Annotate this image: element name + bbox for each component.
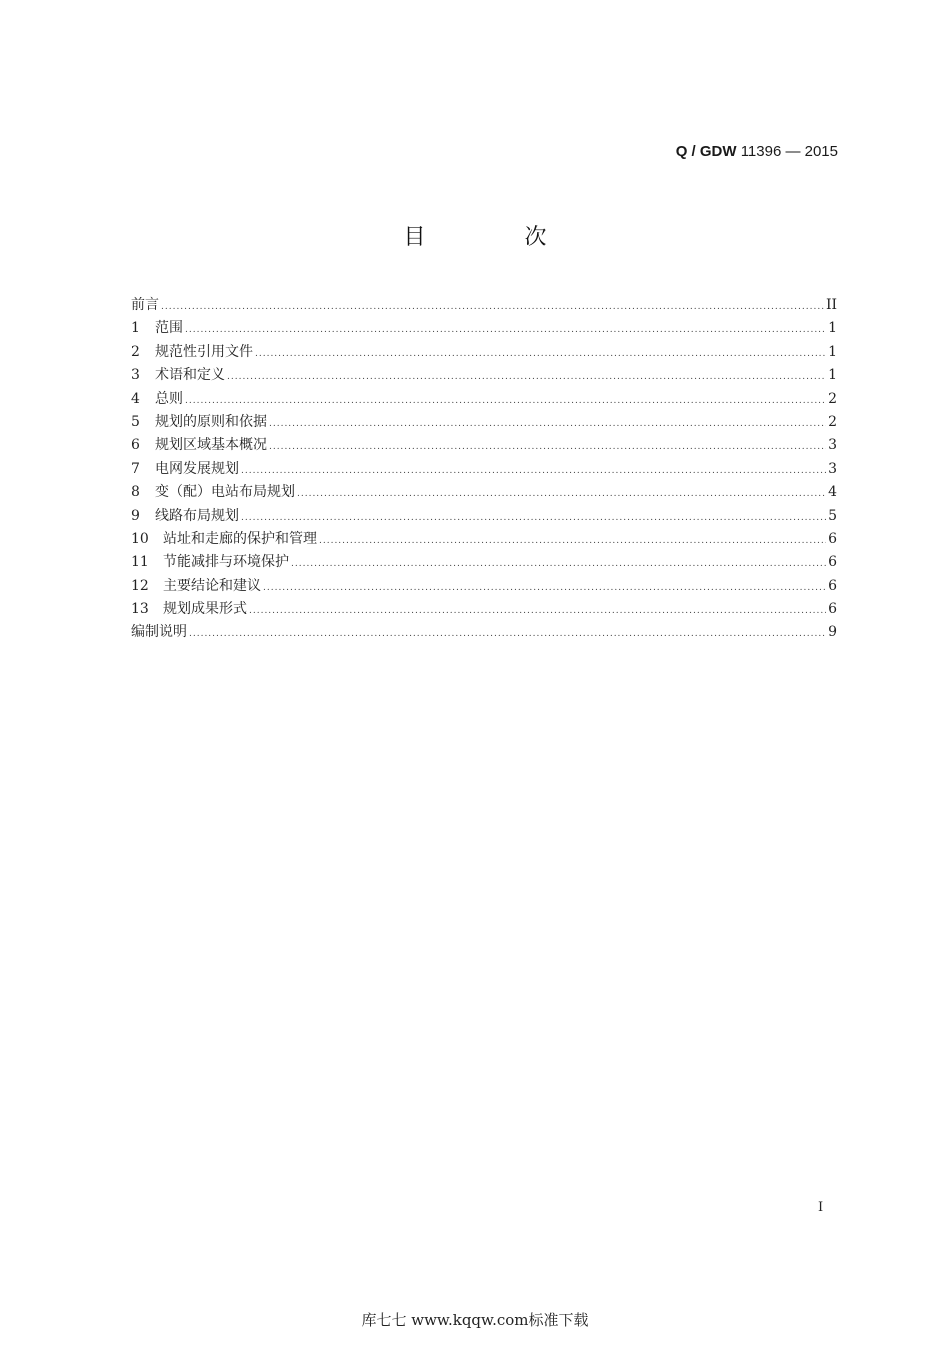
toc-entry-page: 1: [828, 367, 837, 384]
toc-entry-number: 10: [131, 530, 149, 547]
toc-entry-page: 6: [828, 577, 837, 594]
toc-entry[interactable]: [131, 621, 837, 644]
toc-leader-dots: [185, 390, 826, 413]
toc-entry-number: 13: [131, 601, 149, 618]
toc-leader-dots: [269, 436, 826, 459]
toc-entry-page: 9: [828, 624, 837, 641]
toc-entry-label: 编制说明: [131, 624, 187, 641]
toc-entry-page: 3: [828, 437, 837, 454]
toc-entry-page: 1: [828, 320, 837, 337]
toc-entry-label: 线路布局规划: [155, 507, 239, 524]
toc-entry-label: 总则: [155, 390, 183, 407]
toc-entry[interactable]: [131, 458, 837, 481]
toc-leader-dots: [249, 600, 826, 623]
toc-entry[interactable]: [131, 434, 837, 457]
page-number: I: [818, 1200, 824, 1215]
toc-entry[interactable]: [131, 481, 837, 504]
toc-entry-number: 1: [131, 320, 140, 337]
toc-leader-dots: [319, 530, 826, 553]
toc-entry-page: 2: [828, 390, 837, 407]
document-code-number: 11396 — 2015: [740, 143, 838, 160]
toc-entry-number: 5: [131, 413, 140, 430]
toc-entry-label: 规范性引用文件: [155, 343, 253, 360]
toc-entry-page: 1: [828, 343, 837, 360]
toc-leader-dots: [161, 296, 824, 319]
toc-entry-number: 2: [131, 343, 140, 360]
toc-leader-dots: [227, 366, 826, 389]
toc-entry-page: 6: [828, 530, 837, 547]
toc-entry-label: 规划的原则和依据: [155, 413, 267, 430]
toc-entry[interactable]: [131, 388, 837, 411]
toc-entry-label: 站址和走廊的保护和管理: [163, 530, 317, 547]
toc-entry[interactable]: [131, 364, 837, 387]
toc-entry-label: 变（配）电站布局规划: [155, 484, 295, 501]
toc-entry-page: II: [825, 297, 837, 313]
toc-entry-label: 术语和定义: [155, 367, 225, 384]
toc-entry-label: 节能减排与环境保护: [163, 554, 289, 571]
toc-entry-page: 5: [828, 507, 837, 524]
toc-entry-page: 2: [828, 413, 837, 430]
toc-leader-dots: [241, 460, 826, 483]
toc-entry[interactable]: [131, 505, 837, 528]
toc-entry-label: 前言: [131, 297, 159, 313]
toc-entry-number: 6: [131, 437, 140, 454]
toc-entry-number: 4: [131, 390, 140, 407]
toc-entry[interactable]: [131, 317, 837, 340]
toc-entry-page: 6: [828, 601, 837, 618]
toc-leader-dots: [297, 483, 826, 506]
toc-entry-label: 规划成果形式: [163, 601, 247, 618]
toc-leader-dots: [241, 507, 826, 530]
toc-entry-number: 7: [131, 460, 140, 477]
toc-entry-number: 11: [131, 554, 149, 571]
toc-entry[interactable]: [131, 528, 837, 551]
toc-leader-dots: [291, 553, 826, 576]
toc-entry-number: 9: [131, 507, 140, 524]
toc-leader-dots: [263, 577, 826, 600]
toc-entry-number: 12: [131, 577, 149, 594]
toc-entry-label: 范围: [155, 320, 183, 337]
toc-entry-label: 主要结论和建议: [163, 577, 261, 594]
toc-entry[interactable]: [131, 575, 837, 598]
toc-entry-page: 3: [828, 460, 837, 477]
table-of-contents: [131, 294, 837, 645]
footer-watermark: 库七七 www.kqqw.com标准下载: [361, 1311, 589, 1329]
toc-entry[interactable]: [131, 294, 837, 317]
document-code-prefix: Q / GDW: [675, 143, 737, 160]
toc-entry[interactable]: [131, 341, 837, 364]
toc-entry[interactable]: [131, 411, 837, 434]
document-code: [676, 143, 838, 160]
toc-leader-dots: [189, 623, 826, 646]
toc-entry-page: 6: [828, 554, 837, 571]
toc-leader-dots: [255, 343, 826, 366]
toc-entry-label: 规划区域基本概况: [155, 437, 267, 454]
toc-entry[interactable]: [131, 551, 837, 574]
toc-title: 目 次: [403, 225, 593, 250]
toc-entry-page: 4: [828, 484, 837, 501]
toc-entry-number: 8: [131, 484, 140, 501]
toc-leader-dots: [185, 319, 826, 342]
toc-entry[interactable]: [131, 598, 837, 621]
toc-entry-number: 3: [131, 367, 140, 384]
toc-entry-label: 电网发展规划: [155, 460, 239, 477]
toc-leader-dots: [269, 413, 826, 436]
